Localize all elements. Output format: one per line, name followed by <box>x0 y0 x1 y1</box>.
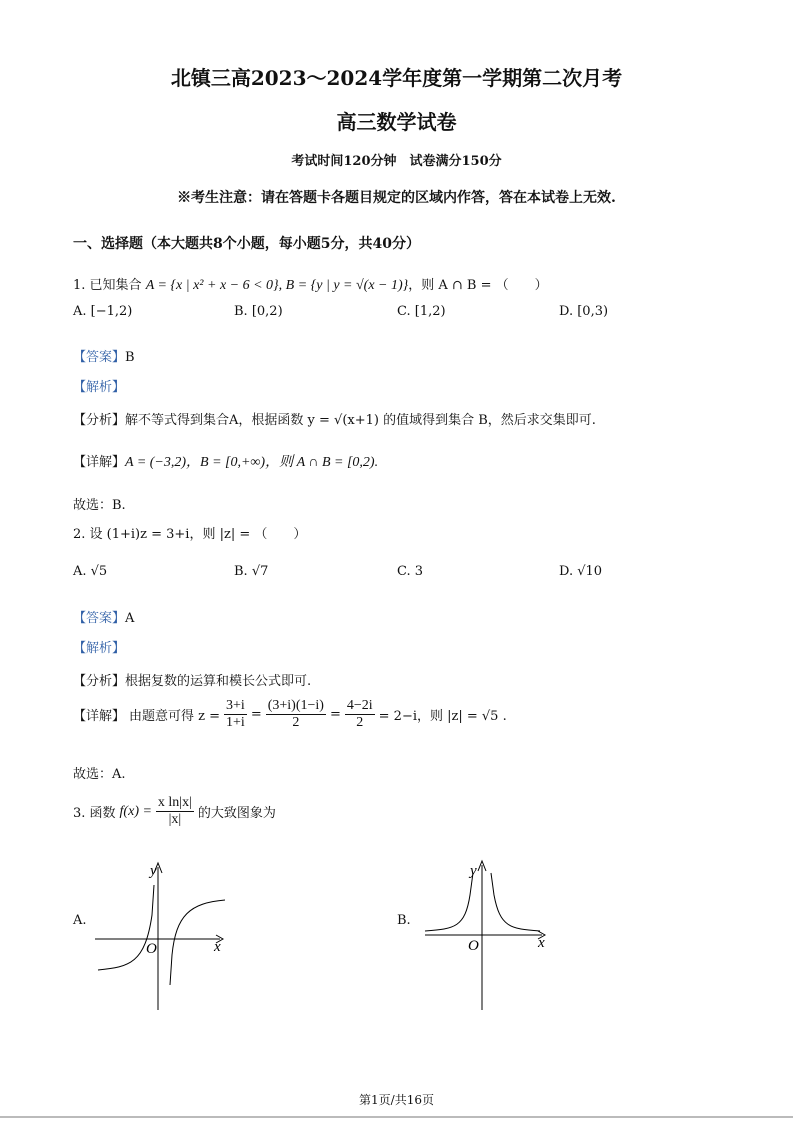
fraction <box>224 698 247 731</box>
fraction <box>266 698 326 731</box>
numerator: x ln|x| <box>157 795 192 810</box>
denominator: |x| <box>168 812 182 827</box>
answer-value: A <box>125 611 135 626</box>
fraction <box>156 795 194 828</box>
q3-fn: f(x) = <box>119 803 152 819</box>
y-label: y <box>470 863 477 879</box>
numerator: (3+i)(1−i) <box>267 698 324 713</box>
q1-guxuan: 故选：B. <box>73 498 126 513</box>
notice: ※考生注意：请在答题卡各题目规定的区域内作答，答在本试卷上无效. <box>177 190 616 206</box>
q1-option-a: A. [−1,2) <box>73 304 133 319</box>
q2-guxuan: 故选：A. <box>73 767 126 782</box>
q2-answer <box>73 607 134 626</box>
exam-info: 考试时间120分钟 试卷满分150分 <box>291 154 502 169</box>
q2-xiangjie: 【详解】 由题意可得 z = $\frac{3+i}{1+i}$ = $\frac{(3+i)(1-i)}{2}$ = $\frac{4-2i}{2}$ = 2−i，则 |z| = √5 . <box>73 698 507 730</box>
denominator: 2 <box>356 715 364 730</box>
q1-jiexi: 【解析】 <box>73 380 126 395</box>
q3-stem-post: 的大致图象为 <box>197 806 276 821</box>
exam-title: 北镇三高2023～2024学年度第一学期第二次月考 <box>170 66 623 90</box>
xiangjie-post: = 2−i，则 |z| = √5 . <box>378 709 507 724</box>
q2-fenxi <box>73 670 311 689</box>
fenxi-text: 根据复数的运算和模长公式即可. <box>125 674 312 689</box>
section-heading: 一、选择题（本大题共8个小题，每小题5分，共40分） <box>73 236 420 252</box>
q2-option-d: D. √10 <box>559 564 603 579</box>
xiangjie-tag: 【详解】 <box>73 709 126 724</box>
q1-tail: ，则 A ∩ B = （ ） <box>408 278 548 293</box>
xiangjie-text: A = (−3,2)，B = [0,+∞)，则 A ∩ B = [0,2). <box>125 455 379 470</box>
q1-option-b: B. [0,2) <box>234 304 283 319</box>
q1-math: A = {x | x² + x − 6 < 0}, B = {y | y = √(x − 1)} <box>145 278 409 293</box>
curve-right <box>491 873 540 931</box>
q1-answer <box>73 346 135 365</box>
q1-stem <box>73 274 548 294</box>
denominator: 2 <box>292 715 300 730</box>
graph-a-label: A. <box>73 913 87 928</box>
graph-b <box>420 855 560 1015</box>
curve-left <box>425 873 473 931</box>
q1-option-d: D. [0,3) <box>559 304 609 319</box>
fenxi-tag: 【分析】 <box>73 413 126 428</box>
q1-fenxi <box>73 409 596 428</box>
xiangjie-pre: 由题意可得 z = <box>129 709 221 724</box>
q2-option-c: C. 3 <box>397 564 424 579</box>
x-label: x <box>538 935 545 951</box>
q1-option-c: C. [1,2) <box>397 304 446 319</box>
q3-stem <box>73 795 276 828</box>
y-label: y <box>150 863 157 879</box>
q2-option-b: B. √7 <box>234 564 269 579</box>
q1-xiangjie <box>73 451 378 471</box>
graph-b-label: B. <box>397 913 411 928</box>
numerator: 3+i <box>226 698 245 713</box>
answer-tag: 【答案】 <box>73 611 126 626</box>
answer-value: B <box>125 350 135 365</box>
page-bottom-rule <box>0 1116 793 1118</box>
curve-left <box>98 885 154 970</box>
graph-a <box>90 855 240 1015</box>
q2-option-a: A. √5 <box>73 564 108 579</box>
x-label: x <box>214 939 221 955</box>
q1-stem-text: 1. 已知集合 <box>73 278 142 293</box>
denominator: 1+i <box>226 715 245 730</box>
answer-tag: 【答案】 <box>73 350 126 365</box>
q2-stem: 2. 设 (1+i)z = 3+i，则 |z| = （ ） <box>73 527 307 542</box>
exam-subtitle: 高三数学试卷 <box>336 110 457 134</box>
numerator: 4−2i <box>346 698 373 713</box>
origin-label: O <box>468 938 479 954</box>
fraction <box>345 698 375 731</box>
origin-label: O <box>146 941 157 957</box>
q3-stem-pre: 3. 函数 <box>73 806 116 821</box>
fenxi-text: 解不等式得到集合A，根据函数 y = √(x+1) 的值域得到集合 B，然后求交集即可. <box>125 413 596 428</box>
q2-jiexi: 【解析】 <box>73 641 126 656</box>
page-footer: 第1页/共16页 <box>359 1093 434 1107</box>
fenxi-tag: 【分析】 <box>73 674 126 689</box>
xiangjie-tag: 【详解】 <box>73 455 126 470</box>
